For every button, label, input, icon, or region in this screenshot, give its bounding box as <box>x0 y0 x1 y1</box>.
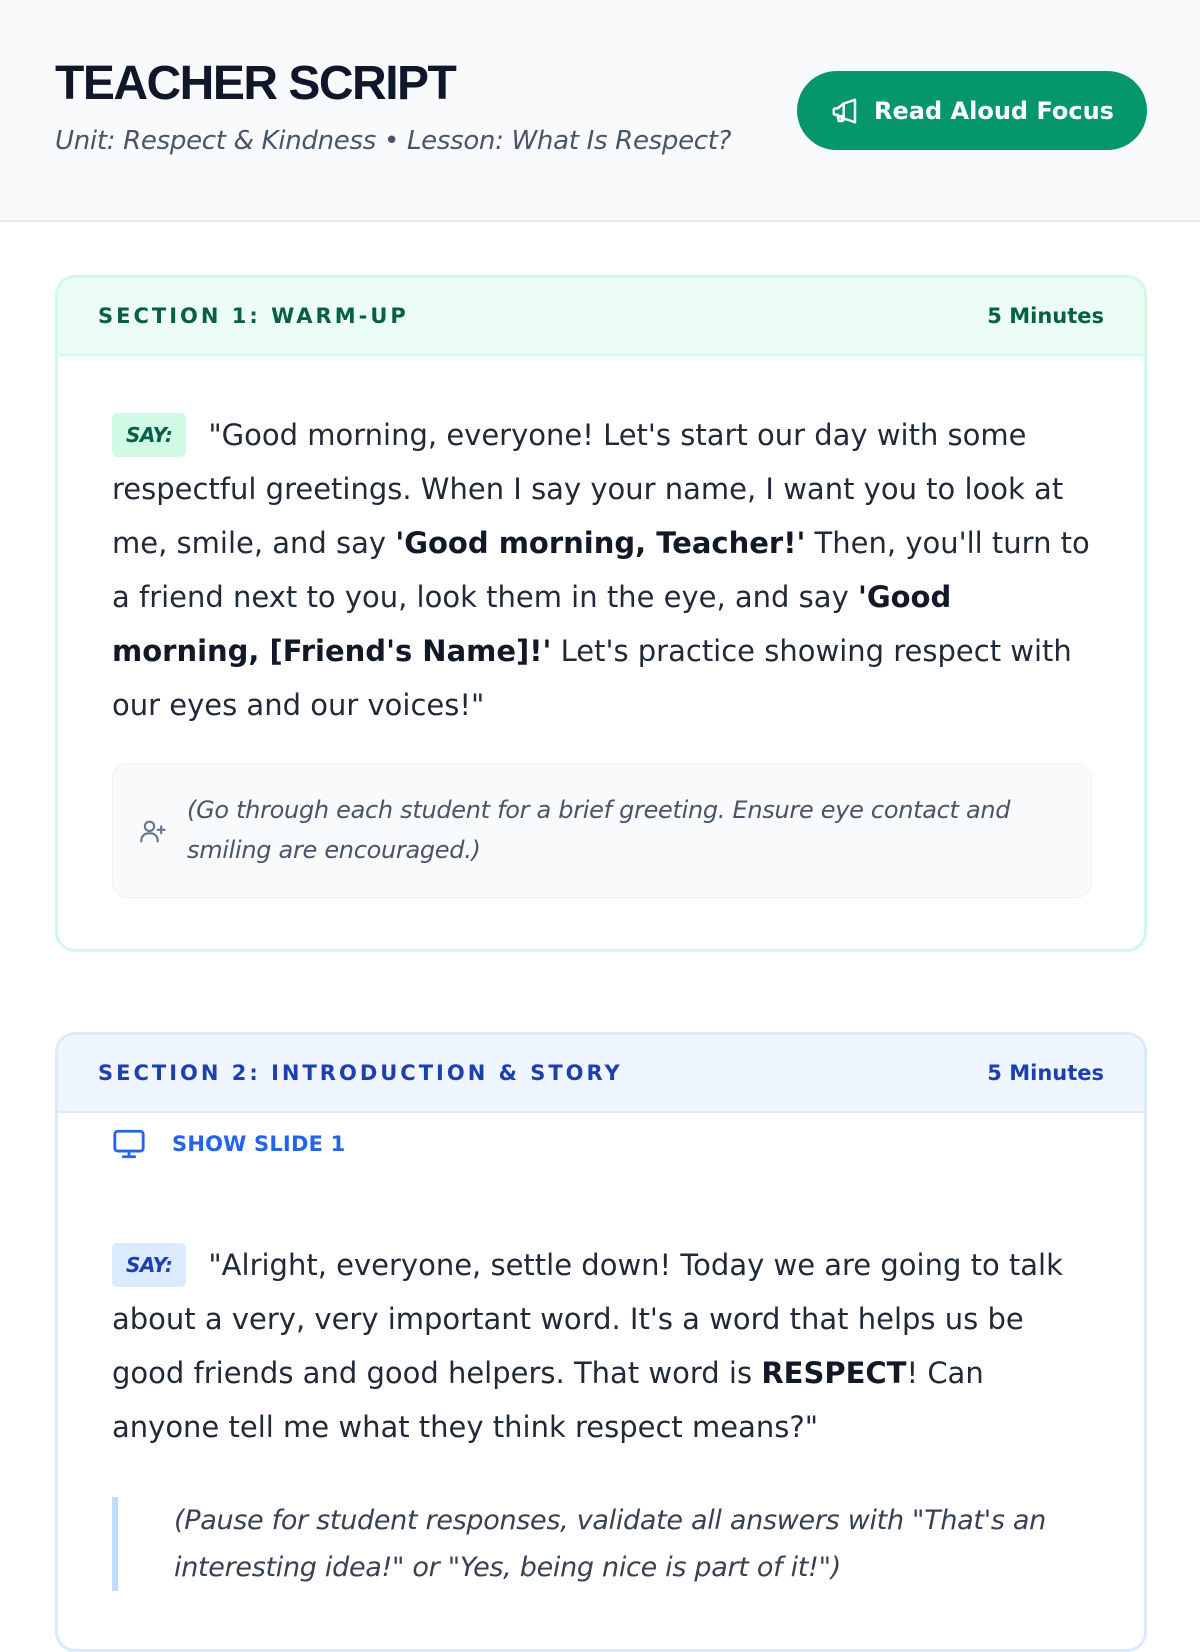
page-header <box>0 0 1200 222</box>
teacher-note-text: (Go through each student for a brief greeting. Ensure eye contact and smiling are encouraged.) <box>187 796 1011 864</box>
script-text: SAY: "Alright, everyone, settle down! Today we are going to talk about a very, very important word. It's a word that helps us be good friends and good helpers. That word is RESPECT! Can anyone tell me what they think respect means?" <box>112 1238 1092 1454</box>
script-text: SAY: "Good morning, everyone! Let's start our day with some respectful greetings. When I say your name, I want you to look at me, smile, and say 'Good morning, Teacher!' Then, you'll turn to a friend next to you, look them in the eye, and say 'Good morning, [Friend's Name]!' Let's practice showing respect with our eyes and our voices!" <box>112 408 1092 732</box>
teacher-note <box>112 763 1092 898</box>
page-title: TEACHER SCRIPT <box>55 57 456 110</box>
monitor-icon <box>112 1127 146 1161</box>
slide-cue-label: SHOW SLIDE 1 <box>172 1132 346 1156</box>
user-plus-icon <box>139 817 167 845</box>
lesson-subtitle: Unit: Respect & Kindness • Lesson: What Is Respect? <box>55 126 732 156</box>
section-duration: 5 Minutes <box>987 304 1104 328</box>
pause-note: (Pause for student responses, validate all answers with "That's an interesting idea!" or "Yes, being nice is part of it!") <box>112 1497 1102 1591</box>
section-header <box>58 1035 1144 1113</box>
section-title: SECTION 1: WARM-UP <box>98 304 409 328</box>
slide-cue <box>112 1127 345 1161</box>
section-card-introduction <box>55 1032 1147 1652</box>
read-aloud-focus-button[interactable] <box>797 71 1147 150</box>
section-duration: 5 Minutes <box>987 1061 1104 1085</box>
say-badge: SAY: <box>112 413 186 457</box>
section-card-warm-up <box>55 275 1147 952</box>
say-badge: SAY: <box>112 1243 186 1287</box>
section-title: SECTION 2: INTRODUCTION & STORY <box>98 1061 623 1085</box>
read-aloud-label: Read Aloud Focus <box>874 96 1114 125</box>
megaphone-icon <box>830 96 860 126</box>
section-header <box>58 278 1144 356</box>
